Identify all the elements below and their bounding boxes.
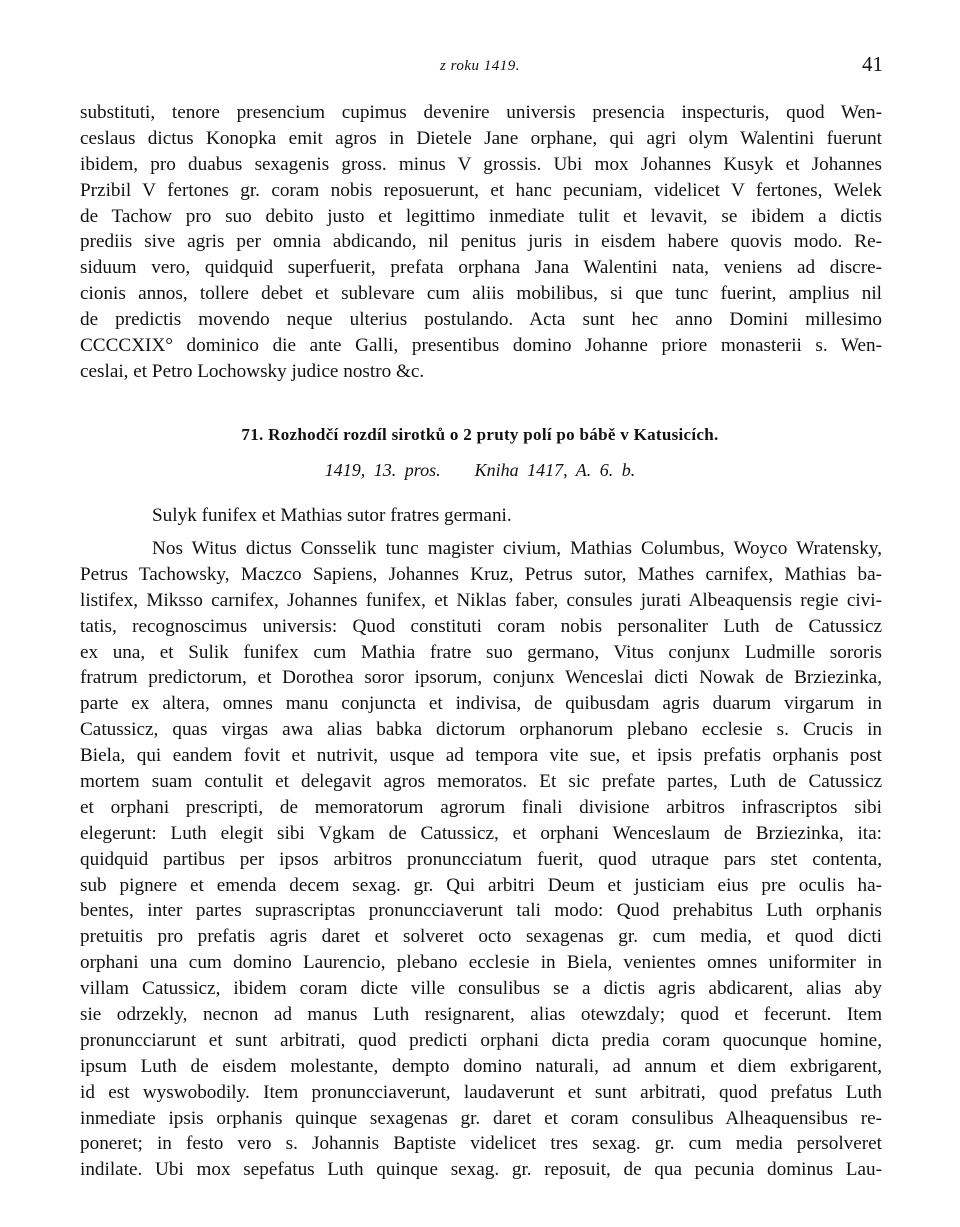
text-line: Catussicz, quas virgas awa alias babka dictorum orphanorum plebano ecclesie s. Crucis in [80, 719, 882, 741]
document-number: 71. [241, 425, 264, 444]
text-line: parte ex altera, omnes manu conjuncta et indivisa, de quibusdam agris duarum virgarum in [80, 693, 882, 715]
text-line: Biela, qui eandem fovit et nutrivit, usque ad tempora vite sue, et ipsis prefatis orphanis post [80, 745, 882, 767]
text-line: pretuitis pro prefatis agris daret et solveret octo sexagenas gr. cum media, et quod dicti [80, 926, 882, 948]
text-line: id est wyswobodily. Item pronuncciaverunt, laudaverunt et sunt arbitrati, quod prefatus Luth [80, 1081, 882, 1103]
text-line: poneret; in festo vero s. Johannis Baptiste videlicet tres sexag. gr. cum media persolveret [80, 1133, 882, 1155]
text-line: tatis, recognoscimus universis: Quod constituti coram nobis personaliter Luth de Catussicz [80, 615, 882, 637]
paragraph-continued [80, 100, 882, 385]
text-line: quidquid partibus per ipsos arbitros pronuncciatum fuerit, quod utraque pars stet contenta, [80, 848, 882, 870]
text-line: orphani una cum domino Laurencio, plebano ecclesie in Biela, venientes omnes uniformiter in [80, 952, 882, 974]
text-line: de predictis movendo neque ulterius postulando. Acta sunt hec anno Domini millesimo [80, 309, 882, 331]
document-body [80, 536, 882, 1183]
text-line: ipsum Luth de eisdem molestante, dempto domino naturali, ad annum et diem exbrigarent, [80, 1055, 882, 1077]
text-line: cionis annos, tollere debet et sublevare cum aliis mobilibus, si que tunc fuerint, amplius nil [80, 283, 882, 305]
text-line: inmediate ipsis orphanis quinque sexagenas gr. daret et coram consulibus Alheaquensibus re- [80, 1107, 882, 1129]
text-line: et orphani prescripti, de memoratorum agrorum finali divisione arbitros infrascriptos sibi [80, 796, 882, 818]
running-head [0, 52, 960, 82]
text-line: pronuncciarunt et sunt arbitrati, quod predicti orphani dicta predia coram quocunque homine, [80, 1029, 882, 1051]
text-line: ibidem, pro duabus sexagenis gross. minus V grossis. Ubi mox Johannes Kusyk et Johannes [80, 153, 882, 175]
text-line: elegerunt: Luth elegit sibi Vgkam de Catussicz, et orphani Wenceslaum de Brziezinka, ita: [80, 822, 882, 844]
text-line: Nos Witus dictus Consselik tunc magister civium, Mathias Columbus, Woyco Wratensky, [152, 538, 882, 559]
document-date: 1419, 13. pros. [324, 460, 441, 480]
running-title: z roku 1419. [439, 58, 521, 74]
text-line: listifex, Miksso carnifex, Johannes funifex, et Niklas faber, consules jurati Albeaquensis regie civi- [80, 589, 882, 611]
text-line: Petrus Tachowsky, Maczco Sapiens, Johannes Kruz, Petrus sutor, Mathes carnifex, Mathias ba- [80, 563, 882, 585]
text-line: sub pignere et emenda decem sexag. gr. Qui arbitri Deum et justiciam eius pre oculis ha- [80, 874, 882, 896]
text-line: sie odrzekly, necnon ad manus Luth resignarent, alias otewzdaly; quod et fecerunt. Item [80, 1004, 882, 1026]
text-line: CCCCXIX° dominico die ante Galli, presentibus domino Johanne priore monasterii s. Wen- [80, 335, 882, 357]
document-dateline [0, 460, 960, 481]
text-line: ceslai, et Petro Lochowsky judice nostro &c. [80, 360, 425, 382]
text-line: Przibil V fertones gr. coram nobis reposuerunt, et hanc pecuniam, videlicet V fertones, Welek [80, 179, 882, 201]
document-heading [0, 425, 960, 445]
page-number: 41 [862, 52, 883, 76]
text-line: villam Catussicz, ibidem coram dicte ville consulibus se a dictis agris abdicarent, alias aby [80, 978, 882, 1000]
text-line: ceslaus dictus Konopka emit agros in Dietele Jane orphane, qui agri olym Walentini fuerunt [80, 127, 882, 149]
text-line: de Tachow pro suo debito justo et legittimo inmediate tulit et levavit, se ibidem a dictis [80, 205, 882, 227]
document-rubric: Sulyk funifex et Mathias sutor fratres germani. [152, 505, 512, 526]
text-line: bentes, inter partes suprascriptas pronuncciaverunt tali modo: Quod prehabitus Luth orphanis [80, 900, 882, 922]
text-line: substituti, tenore presencium cupimus devenire universis presencia inspecturis, quod Wen- [80, 102, 882, 123]
text-line: prediis sive agris per omnia abdicando, nil penitus juris in eisdem habere quovis modo. Re- [80, 231, 882, 253]
text-line: fratrum predictorum, et Dorothea soror ipsorum, conjunx Wenceslai dicti Nowak de Brziezinka, [80, 667, 882, 689]
text-line: indilate. Ubi mox sepefatus Luth quinque sexag. gr. reposuit, de qua pecunia dominus Lau- [80, 1159, 882, 1181]
document-title: Rozhodčí rozdíl sirotků o 2 pruty polí po bábě v Katusicích. [268, 425, 719, 444]
document-source: Kniha 1417, A. 6. b. [474, 460, 636, 480]
text-line: ex una, et Sulik funifex cum Mathia fratre suo germano, Vitus conjunx Ludmille sororis [80, 641, 882, 663]
text-line: siduum vero, quidquid superfuerit, prefata orphana Jana Walentini nata, veniens ad discre- [80, 257, 882, 279]
text-line: mortem suam contulit et delegavit agros memoratos. Et sic prefate partes, Luth de Catussicz [80, 771, 882, 793]
